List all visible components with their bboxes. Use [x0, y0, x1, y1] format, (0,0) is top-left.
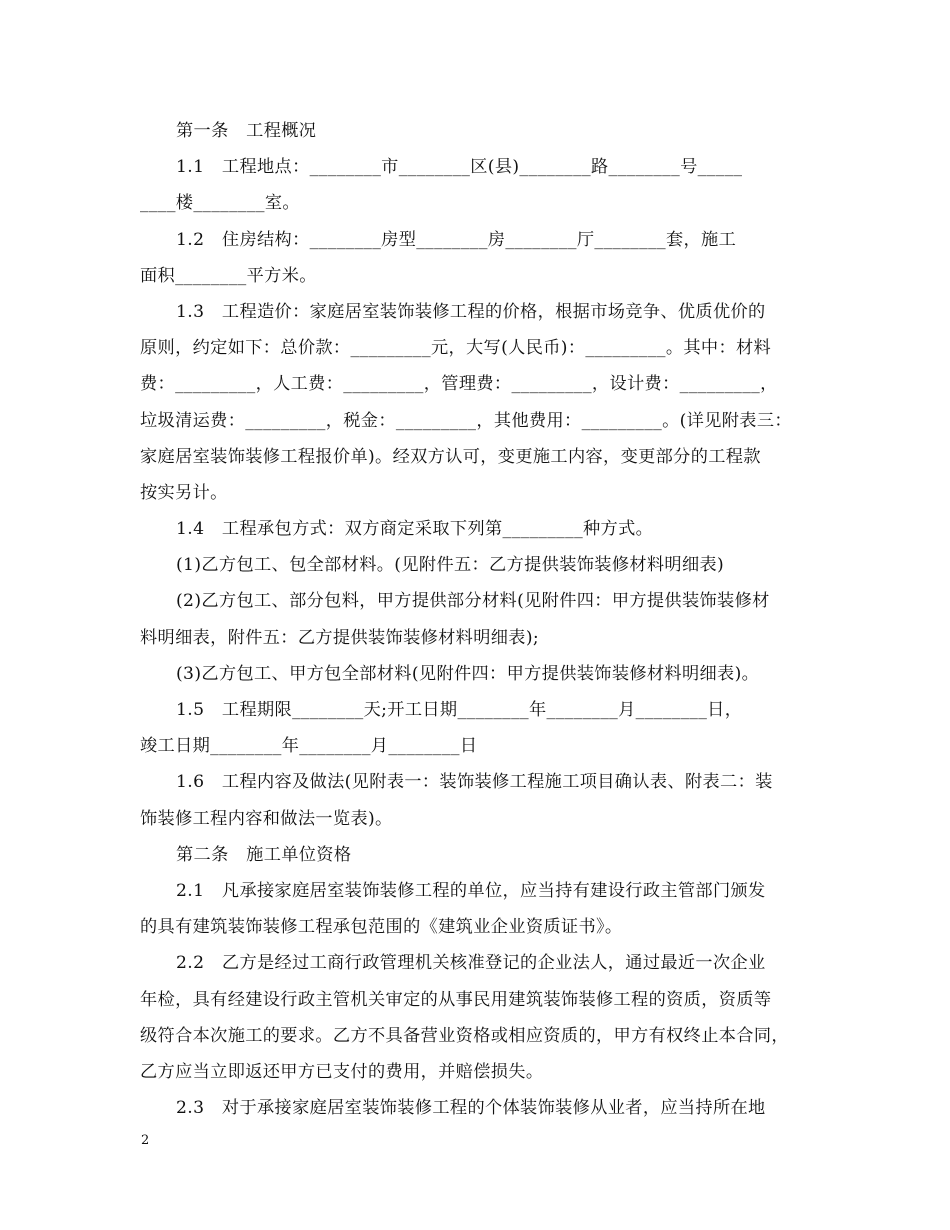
text-line: 级符合本次施工的要求。乙方不具备营业资格或相应资质的，甲方有权终止本合同， [140, 1025, 789, 1046]
text-line: 垃圾清运费：_________，税金：_________，其他费用：_________。(详见附表三： [140, 410, 792, 431]
text-line: 费：_________，人工费：_________，管理费：_________，设计费：_________， [140, 374, 778, 395]
text-line: 2.3 对于承接家庭居室装饰装修工程的个体装饰装修从业者，应当持所在地 [176, 1098, 766, 1119]
text-line: 家庭居室装饰装修工程报价单)。经双方认可，变更施工内容，变更部分的工程款 [140, 446, 761, 467]
text-line: 2.1 凡承接家庭居室装饰装修工程的单位，应当持有建设行政主管部门颁发 [176, 880, 766, 901]
text-line: 1.6 工程内容及做法(见附表一：装饰装修工程施工项目确认表、附表二：装 [176, 772, 773, 793]
text-line: (3)乙方包工、甲方包全部材料(见附件四：甲方提供装饰装修材料明细表)。 [176, 663, 760, 684]
text-line: 1.1 工程地点：________市________区(县)________路________号_____ [176, 157, 743, 178]
text-line: 饰装修工程内容和做法一览表)。 [140, 808, 393, 829]
text-line: 原则，约定如下：总价款：_________元，大写(人民币)：_________。其中：材料 [140, 338, 772, 359]
text-line: 第一条 工程概况 [176, 121, 317, 141]
text-line: (2)乙方包工、部分包料，甲方提供部分材料(见附件四：甲方提供装饰装修材 [176, 591, 770, 612]
text-line: 2.2 乙方是经过工商行政管理机关核准登记的企业法人，通过最近一次企业 [176, 953, 766, 974]
text-line: 竣工日期________年________月________日 [140, 736, 478, 757]
document-body [140, 113, 820, 1126]
text-line: 1.4 工程承包方式：双方商定采取下列第_________种方式。 [176, 519, 654, 540]
text-line: (1)乙方包工、包全部材料。(见附件五：乙方提供装饰装修材料明细表) [176, 555, 725, 576]
text-line: 1.2 住房结构：________房型________房________厅________套，施工 [176, 229, 737, 250]
page-number: 2 [141, 1133, 150, 1148]
text-line: 按实另计。 [140, 482, 228, 503]
text-line: 第二条 施工单位资格 [176, 844, 352, 865]
text-line: 的具有建筑装饰装修工程承包范围的《建筑业企业资质证书》。 [140, 917, 623, 938]
text-line: 料明细表，附件五：乙方提供装饰装修材料明细表); [140, 627, 540, 648]
text-line: 1.5 工程期限________天;开工日期________年________月________日， [176, 700, 743, 720]
text-line: 面积________平方米。 [140, 265, 317, 286]
text-line: 乙方应当立即返还甲方已支付的费用，并赔偿损失。 [140, 1061, 544, 1082]
text-line: 年检，具有经建设行政主管机关审定的从事民用建筑装饰装修工程的资质，资质等 [140, 989, 772, 1010]
text-line: 1.3 工程造价：家庭居室装饰装修工程的价格，根据市场竞争、优质优价的 [176, 301, 766, 322]
text-line: ____楼________室。 [140, 193, 300, 214]
